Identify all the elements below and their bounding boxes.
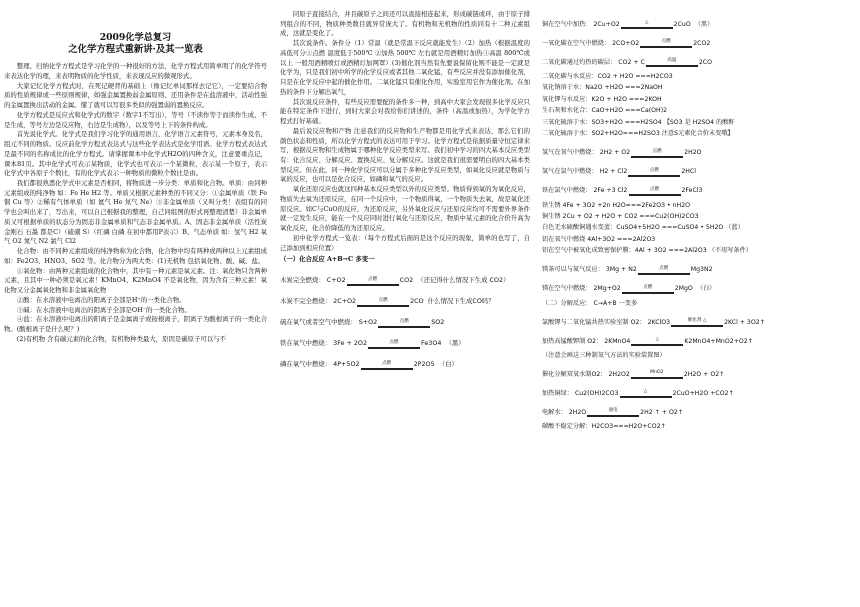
equation-line: 二氧化硫溶于水：SO2+H2O===H2SO3 注意S元素化合价未变哦】 bbox=[542, 130, 734, 138]
paragraph: 大家记忆化学方程式时，在死记硬背的基础上（像记忆单词那样去记它），一定要结合物质的性质规律或一些原则规律，如强金属置换弱金属原则、还用条件是在盐溶液中，活动性强的金属置换出活动的金属。懂了就可以写很多类似的强置弱的置换反应。 bbox=[4, 81, 267, 110]
equation-reactants: 2Fe +3 Cl2 bbox=[593, 187, 628, 195]
equation-label: 加热铜绿： bbox=[542, 390, 573, 398]
reaction-condition: 点燃 bbox=[381, 361, 392, 367]
equation-row bbox=[542, 17, 857, 29]
equation-row bbox=[542, 315, 857, 327]
paragraph: 同原子直接结合，并且碳原子之间还可以直接相连起来，形成碳链或环，由于原子排列组合的不同，物质种类数目就异常庞大了。有机物和无机物的性质同有十二种元素组成，这就是变化了。 bbox=[280, 10, 530, 38]
equals-sign bbox=[357, 305, 409, 307]
reaction-condition: 点燃 bbox=[649, 167, 659, 173]
equation-products: 2H2 ↑ + O2↑ bbox=[640, 409, 683, 417]
equation-label: 镁在空气中燃烧： bbox=[542, 285, 592, 293]
equation-reactants: 2KMnO4 bbox=[604, 337, 631, 345]
equation-line: 铁生锈 4Fe + 3O2 +2n H2O===2Fe2O3 • nH2O bbox=[542, 201, 691, 209]
reaction-arrow bbox=[361, 362, 413, 370]
equation-reactants: 3Fe + 2O2 bbox=[333, 339, 368, 348]
equation-row bbox=[542, 367, 857, 379]
equals-sign bbox=[638, 273, 690, 275]
reaction-condition: 催化剂 △ bbox=[687, 318, 707, 324]
equation-reactants: Cu2(OH)2CO3 bbox=[574, 390, 619, 398]
equals-sign bbox=[347, 284, 399, 286]
paragraph: ④盐：在水溶液中电离出的阳离子是金属离子或铵根离子，阴离子为酸根离子的一类化合物。(酸根离子是什么呢？) bbox=[4, 315, 267, 333]
equation-row bbox=[542, 282, 857, 294]
equation-line: 三氧化硫溶于水：SO3+H2O ===H2SO4 【SO3 是 H2SO4 的酸酐 bbox=[542, 118, 735, 126]
column-left bbox=[4, 10, 267, 603]
equation-label: 氯酸钾与二氧化锰共热实验室制 O2： bbox=[542, 318, 646, 326]
equation-reactants: H2 + Cl2 bbox=[599, 168, 628, 176]
equation-row bbox=[542, 184, 857, 196]
equation-reactants: 3Mg + N2 bbox=[605, 266, 637, 274]
equation-reactants: 2CO+O2 bbox=[612, 39, 640, 47]
equation-label: 硫在氧气或者空气中燃烧： bbox=[280, 318, 357, 327]
equation-line: 生石灰和水化合：CaO+H2O ===Ca(OH)2 bbox=[542, 107, 668, 115]
equation-products: 2H2O bbox=[684, 149, 702, 157]
reaction-condition: 通电 bbox=[608, 408, 618, 414]
paragraph: 化合物：由不同种元素组成的纯净物称为化合物，化合物中均有两种或两种以上元素组成 如：Fe2O3、HNO3、SO2 等。化合物分为两大类：(1)无机物 包括氧化物、酸、碱、盐。 bbox=[4, 247, 267, 265]
equation-line: 铜生锈 2Cu + O2 + H2O + CO2 ===Cu2(OH)2CO3 bbox=[542, 212, 699, 220]
reaction-arrow bbox=[671, 319, 723, 327]
equation-reactants: 4P+5O2 bbox=[333, 360, 360, 369]
equation-row bbox=[280, 316, 530, 328]
equation-row bbox=[280, 337, 530, 349]
equation-reactants: 2C+O2 bbox=[333, 297, 357, 306]
equation-products: K2MnO4+MnO2+O2↑ bbox=[684, 337, 753, 345]
reaction-arrow bbox=[622, 286, 674, 294]
reaction-arrow bbox=[620, 390, 672, 398]
equation-line: 碳酸不稳定分解：H2CO3===H2O+CO2↑ bbox=[542, 423, 666, 431]
reaction-condition: 点燃 bbox=[652, 148, 662, 154]
reaction-condition: 点燃 bbox=[378, 298, 388, 304]
paragraph: 初中化学方程式一览表：（每个方程式后面的是这个反应的现象，简单的也写了，自己添加到相应位置） bbox=[280, 233, 530, 252]
reaction-condition: 点燃 bbox=[399, 319, 409, 325]
equation-products: Mg3N2 bbox=[690, 266, 713, 274]
equation-line: 铝在空气中被氧化成致密保护膜：4Al + 3O2 ===2Al2O3 （不用写条件） bbox=[542, 247, 752, 255]
equation-row bbox=[542, 36, 857, 48]
equation-row bbox=[280, 358, 530, 370]
reaction-condition: △ bbox=[644, 20, 649, 25]
column-right bbox=[542, 10, 857, 603]
equation-reactants: C+O2 bbox=[326, 276, 346, 285]
equation-products: CO2 bbox=[399, 276, 414, 285]
paragraph: ③碱：在水溶液中电离出的阴离子全部是OH⁻的一类化合物。 bbox=[16, 305, 191, 314]
reaction-arrow bbox=[347, 278, 399, 286]
reaction-condition: 点燃 bbox=[661, 39, 671, 44]
equals-sign bbox=[378, 326, 430, 328]
equation-products: 2CO bbox=[410, 297, 424, 306]
equation-label: 二氧化碳通过灼热的碳层： bbox=[542, 58, 617, 66]
reaction-condition: △ bbox=[655, 337, 660, 343]
equation-note: 什么情况下生成CO吗？ bbox=[427, 297, 495, 306]
equation-label: 电解水： bbox=[542, 409, 567, 417]
equation-reactants: S+O2 bbox=[358, 318, 378, 327]
column-right-body bbox=[542, 17, 857, 432]
equation-products: 2MgO bbox=[674, 285, 693, 293]
equation-label: 铁在氧气中燃烧： bbox=[280, 339, 332, 348]
equation-row bbox=[542, 55, 857, 67]
reaction-condition: 高温 bbox=[667, 58, 677, 63]
equation-row bbox=[542, 146, 857, 158]
equals-sign bbox=[631, 344, 683, 346]
equation-label: 铜在空气中加热： bbox=[542, 20, 592, 28]
reaction-condition: 点燃 bbox=[659, 265, 669, 271]
equation-reactants: 2Mg+O2 bbox=[593, 285, 621, 293]
equals-sign bbox=[620, 396, 672, 398]
equation-note: （白） bbox=[438, 360, 458, 369]
reaction-arrow bbox=[638, 267, 690, 275]
equation-line: 氧化钾与水反应：K2O + H2O ===2KOH bbox=[542, 95, 662, 103]
equation-products: 2CuO bbox=[673, 20, 691, 28]
reaction-arrow bbox=[631, 371, 683, 379]
paragraph: 其次说反应条件，有些反应需要配的条件多一种，到高中大家会发现很多化学反应只能在特定条件下进行，到时大家会对我给你们讲述的，条件（高温或加热），为学化学方程式打好基础。 bbox=[280, 97, 530, 126]
equals-sign bbox=[629, 194, 681, 196]
column-middle-body bbox=[280, 10, 530, 253]
equation-products: 2CO2 bbox=[693, 39, 711, 47]
equals-sign bbox=[631, 377, 683, 379]
equation-note: （还记得什么情况下生成 CO2） bbox=[417, 276, 510, 285]
equation-line: （二）分解反应： C→A+B 一变多 bbox=[542, 299, 638, 307]
document-subtitle: 之化学方程式重新讲·及其一览表 bbox=[68, 43, 203, 55]
equals-sign bbox=[622, 292, 674, 294]
equation-list bbox=[280, 274, 530, 370]
equals-sign bbox=[631, 156, 683, 158]
equation-line: （注意会画这三种制氧气方法的实验装置图） bbox=[542, 352, 666, 360]
paragraph: 氧化还原反应也就这四种基本反应类型以外的反应类型。物质得到氧的为氧化反应，物质失去氧为还原反应，在同一个反应中，一个物质得氧，一个物质失去氧，故是氧化还原反应。如C与CuO的反应，为还原反应，另外氧化反应与还原反应均可不需要外界条件就一定发生反应，能在一个反应同时进行氧化与还原反应，物质中某元素的化合价升高为氧化反应，化合价降低的为还原反应。 bbox=[280, 185, 530, 233]
equation-row bbox=[542, 405, 857, 417]
equation-products: 2CO bbox=[698, 58, 712, 66]
section-heading-combination: （一）化合反应 A+B→C 多变一 bbox=[280, 255, 375, 264]
reaction-arrow bbox=[628, 169, 680, 177]
equals-sign bbox=[640, 46, 692, 48]
equation-row bbox=[280, 295, 530, 307]
equation-reactants: CO2 + C bbox=[618, 58, 645, 66]
equation-note: （黑） bbox=[694, 20, 714, 28]
paragraph: 我们都很熟悉化学式中元素是否相同，将物质进一步分类：单质和化合物。单质：由同种元素组成的纯净物 如：Fe He H2 等。单质又根据元素种类的不同又分：①金属单质（铁 Fe 铜 Cu 等）②稀有气体单质（如 氦气 He 氖气 Ne）③非金属单质（又叫分类！表组有的同学也会叫出来了，写出来，可以自己根据我的整理，自己同组图的形式再整理清楚）非金属单质又可根据单质的状态分为固态非金属单质和气态非金属单质。A、固态非金属单质（活性炭 金刚石 石墨 都是C）（硫磺 S）（红磷 白磷 在初中都用P表示）B、气态单质 如：氢气 H2 氧气 O2 氮气 N2 氯气 Cl2 bbox=[4, 178, 267, 246]
reaction-condition: 点燃 bbox=[649, 186, 660, 192]
paragraph: 其次说条件。条件分（1）常温（就是常温下反应就能发生）（2）加热（根据温度的高低可分①点燃 温度低于500℃ ②加热 500℃ 左右就是用酒精灯加热③高温 800℃或以上 一般用酒精喷灯或酒精灯加网罩）(3)催化剂当然有先要说保留化则不能是一定就是化学为，只是我们初中所学的化学反应或者其他二氧化锰，有些反应并没有添加催化剂，只是在化学反应中起的催化作用。二氧化锰只有催化作用，实验室用它作为催化剂。在加热的条件下分解出氧气， bbox=[280, 39, 530, 96]
equation-reactants: 2H2O bbox=[568, 409, 587, 417]
equation-label: 催化分解双氧水制O2： bbox=[542, 371, 607, 379]
equation-label: 镁条可以与氮气反应： bbox=[542, 266, 604, 274]
equation-products: 2P2O5 bbox=[413, 360, 435, 369]
equation-reactants: 2H2 + O2 bbox=[599, 149, 631, 157]
equation-label: 木炭完全燃烧： bbox=[280, 276, 325, 285]
equation-row bbox=[280, 274, 530, 286]
equation-products: 2FeCl3 bbox=[681, 187, 703, 195]
paragraph: 整理、归纳化学方程式是学习化学的一种很好的方法，化学方程式用简单明了的化学符号来表达化学的理，来表明物质的化学性质，来表现反应的微观形式。 bbox=[4, 62, 267, 80]
equals-sign bbox=[587, 415, 639, 417]
equation-products: 2CuO+H2O +CO2↑ bbox=[672, 390, 734, 398]
equals-sign bbox=[628, 175, 680, 177]
equation-label: 铁在氯气中燃烧： bbox=[542, 187, 592, 195]
reaction-arrow bbox=[631, 150, 683, 158]
column-middle bbox=[280, 10, 530, 603]
reaction-arrow bbox=[357, 299, 409, 307]
reaction-arrow bbox=[621, 21, 673, 29]
paragraph: ②酸：在水溶液中电离出的阳离子全部是H⁺的一类化合物。 bbox=[16, 295, 186, 304]
equation-line: 二氧化碳与水反应：CO2 + H2O ===H2CO3 bbox=[542, 73, 673, 80]
reaction-condition: 点燃 bbox=[389, 340, 399, 346]
equation-row bbox=[542, 263, 857, 275]
reaction-condition: △ bbox=[643, 389, 648, 395]
equation-products: 2HCl bbox=[681, 168, 697, 176]
paragraph: 最后说反应物和产物 注意我们的反应物和生产物都是用化学式来表达，那么它们的颜色状态和性质，所以化学方程式的表达可用于学习。化学方程式是依据质量守恒定律来写，根据反应物和生成物属于哪种化学反应类型来写。我们初中学习的四大基本反应类型有：化合反应、分解反应、置换反应、复分解反应。这就是我们很需要明白的四大基本类型反应。但在此，同一种化学反应可以分属于多种化学反应类型，如氧化反应就是物质与氧的反应，也可以是化合反应，如磷和氧气的反应。 bbox=[280, 126, 530, 184]
equation-label: 一氧化碳在空气中燃烧： bbox=[542, 39, 611, 47]
reaction-arrow bbox=[631, 338, 683, 346]
reaction-condition: 点燃 bbox=[643, 284, 653, 290]
equals-sign bbox=[361, 368, 413, 370]
reaction-arrow bbox=[640, 40, 692, 48]
equation-reactants: 2Cu+O2 bbox=[593, 20, 620, 28]
equals-sign bbox=[671, 325, 723, 327]
reaction-condition: MnO2 bbox=[650, 370, 664, 376]
equation-line: 白色无水硫酸铜遇水变蓝：CuSO4+5H2O ===CuSO4 • 5H2O （蓝） bbox=[542, 224, 744, 232]
equation-products: 2KCl + 3O2↑ bbox=[724, 318, 765, 326]
reaction-arrow bbox=[646, 59, 698, 67]
equation-label: 加热高锰酸钾制 O2： bbox=[542, 337, 603, 345]
equals-sign bbox=[646, 65, 698, 67]
paragraph: 化学方程式是反应式和化学式的数字（数字1不写出），等号（不读作等于而读作生成、不是生成，等号左边是反应物，右边是生成物），以及等号上下的条件构成。 bbox=[4, 110, 267, 129]
paragraph: 首先说化学式。化学式是我们学习化学的通用语言，化学语言元素符号，元素本身及名，组元不同的物质。反应前化学方程式表达式与这些化学表达式是化学用语。化学方程式表达式是最不同的名称成比的化学方程式。请掌握课本中化学式H2O的四种含义，注意要重点记，课本81页。其中化学式可表示某物质，化学式也可表示一个某微粒，表示某一个原子，表示化学式中各原子个数比，有的化学式表示一种物质的微粒个数比是由。 bbox=[4, 130, 267, 178]
reaction-arrow bbox=[587, 409, 639, 417]
equation-note: （白） bbox=[696, 285, 716, 293]
equation-line: 氧化钠溶于水：Na2O +H2O ===2NaOH bbox=[542, 84, 663, 92]
equation-products: 2H2O + O2↑ bbox=[683, 371, 725, 379]
equation-note: （黑） bbox=[445, 339, 465, 348]
reaction-arrow bbox=[629, 188, 681, 196]
equation-reactants: 2KClO3 bbox=[647, 318, 671, 326]
equation-line: 铝在氧气中燃烧 4Al+3O2 ===2Al2O3 bbox=[542, 235, 656, 243]
equation-label: 氢气在氯气中燃烧： bbox=[542, 168, 598, 176]
equals-sign bbox=[621, 27, 673, 29]
reaction-arrow bbox=[368, 341, 420, 349]
equation-row bbox=[542, 165, 857, 177]
equation-row bbox=[542, 386, 857, 398]
equation-label: 木炭不完全燃烧： bbox=[280, 297, 332, 306]
equation-reactants: 2H2O2 bbox=[608, 371, 630, 379]
reaction-condition: 点燃 bbox=[368, 277, 378, 283]
equation-products: SO2 bbox=[431, 318, 445, 327]
paragraph: (2)有机物 含有碳元素的化合物，有机物种类最大，原因是碳原子可以与不 bbox=[16, 334, 226, 343]
document-title: 2009化学总复习 bbox=[99, 32, 172, 43]
column-left-body bbox=[4, 62, 267, 344]
equation-row bbox=[542, 334, 857, 346]
reaction-arrow bbox=[378, 320, 430, 328]
paragraph: ①氧化物：由两种元素组成的化合物中，其中有一种元素是氧元素。注：氧化物只含两种元素，且其中一种必须是氧元素！KMnO4、K2MnO4 不是氧化物，因为含有三种元素！氧化物又分金属氧化物和非金属氧化物 bbox=[4, 266, 267, 295]
equals-sign bbox=[368, 347, 420, 349]
equation-label: 氢气在氧气中燃烧： bbox=[542, 149, 598, 157]
equation-products: Fe3O4 bbox=[421, 339, 442, 348]
equation-label: 磷在氧气中燃烧： bbox=[280, 360, 332, 369]
